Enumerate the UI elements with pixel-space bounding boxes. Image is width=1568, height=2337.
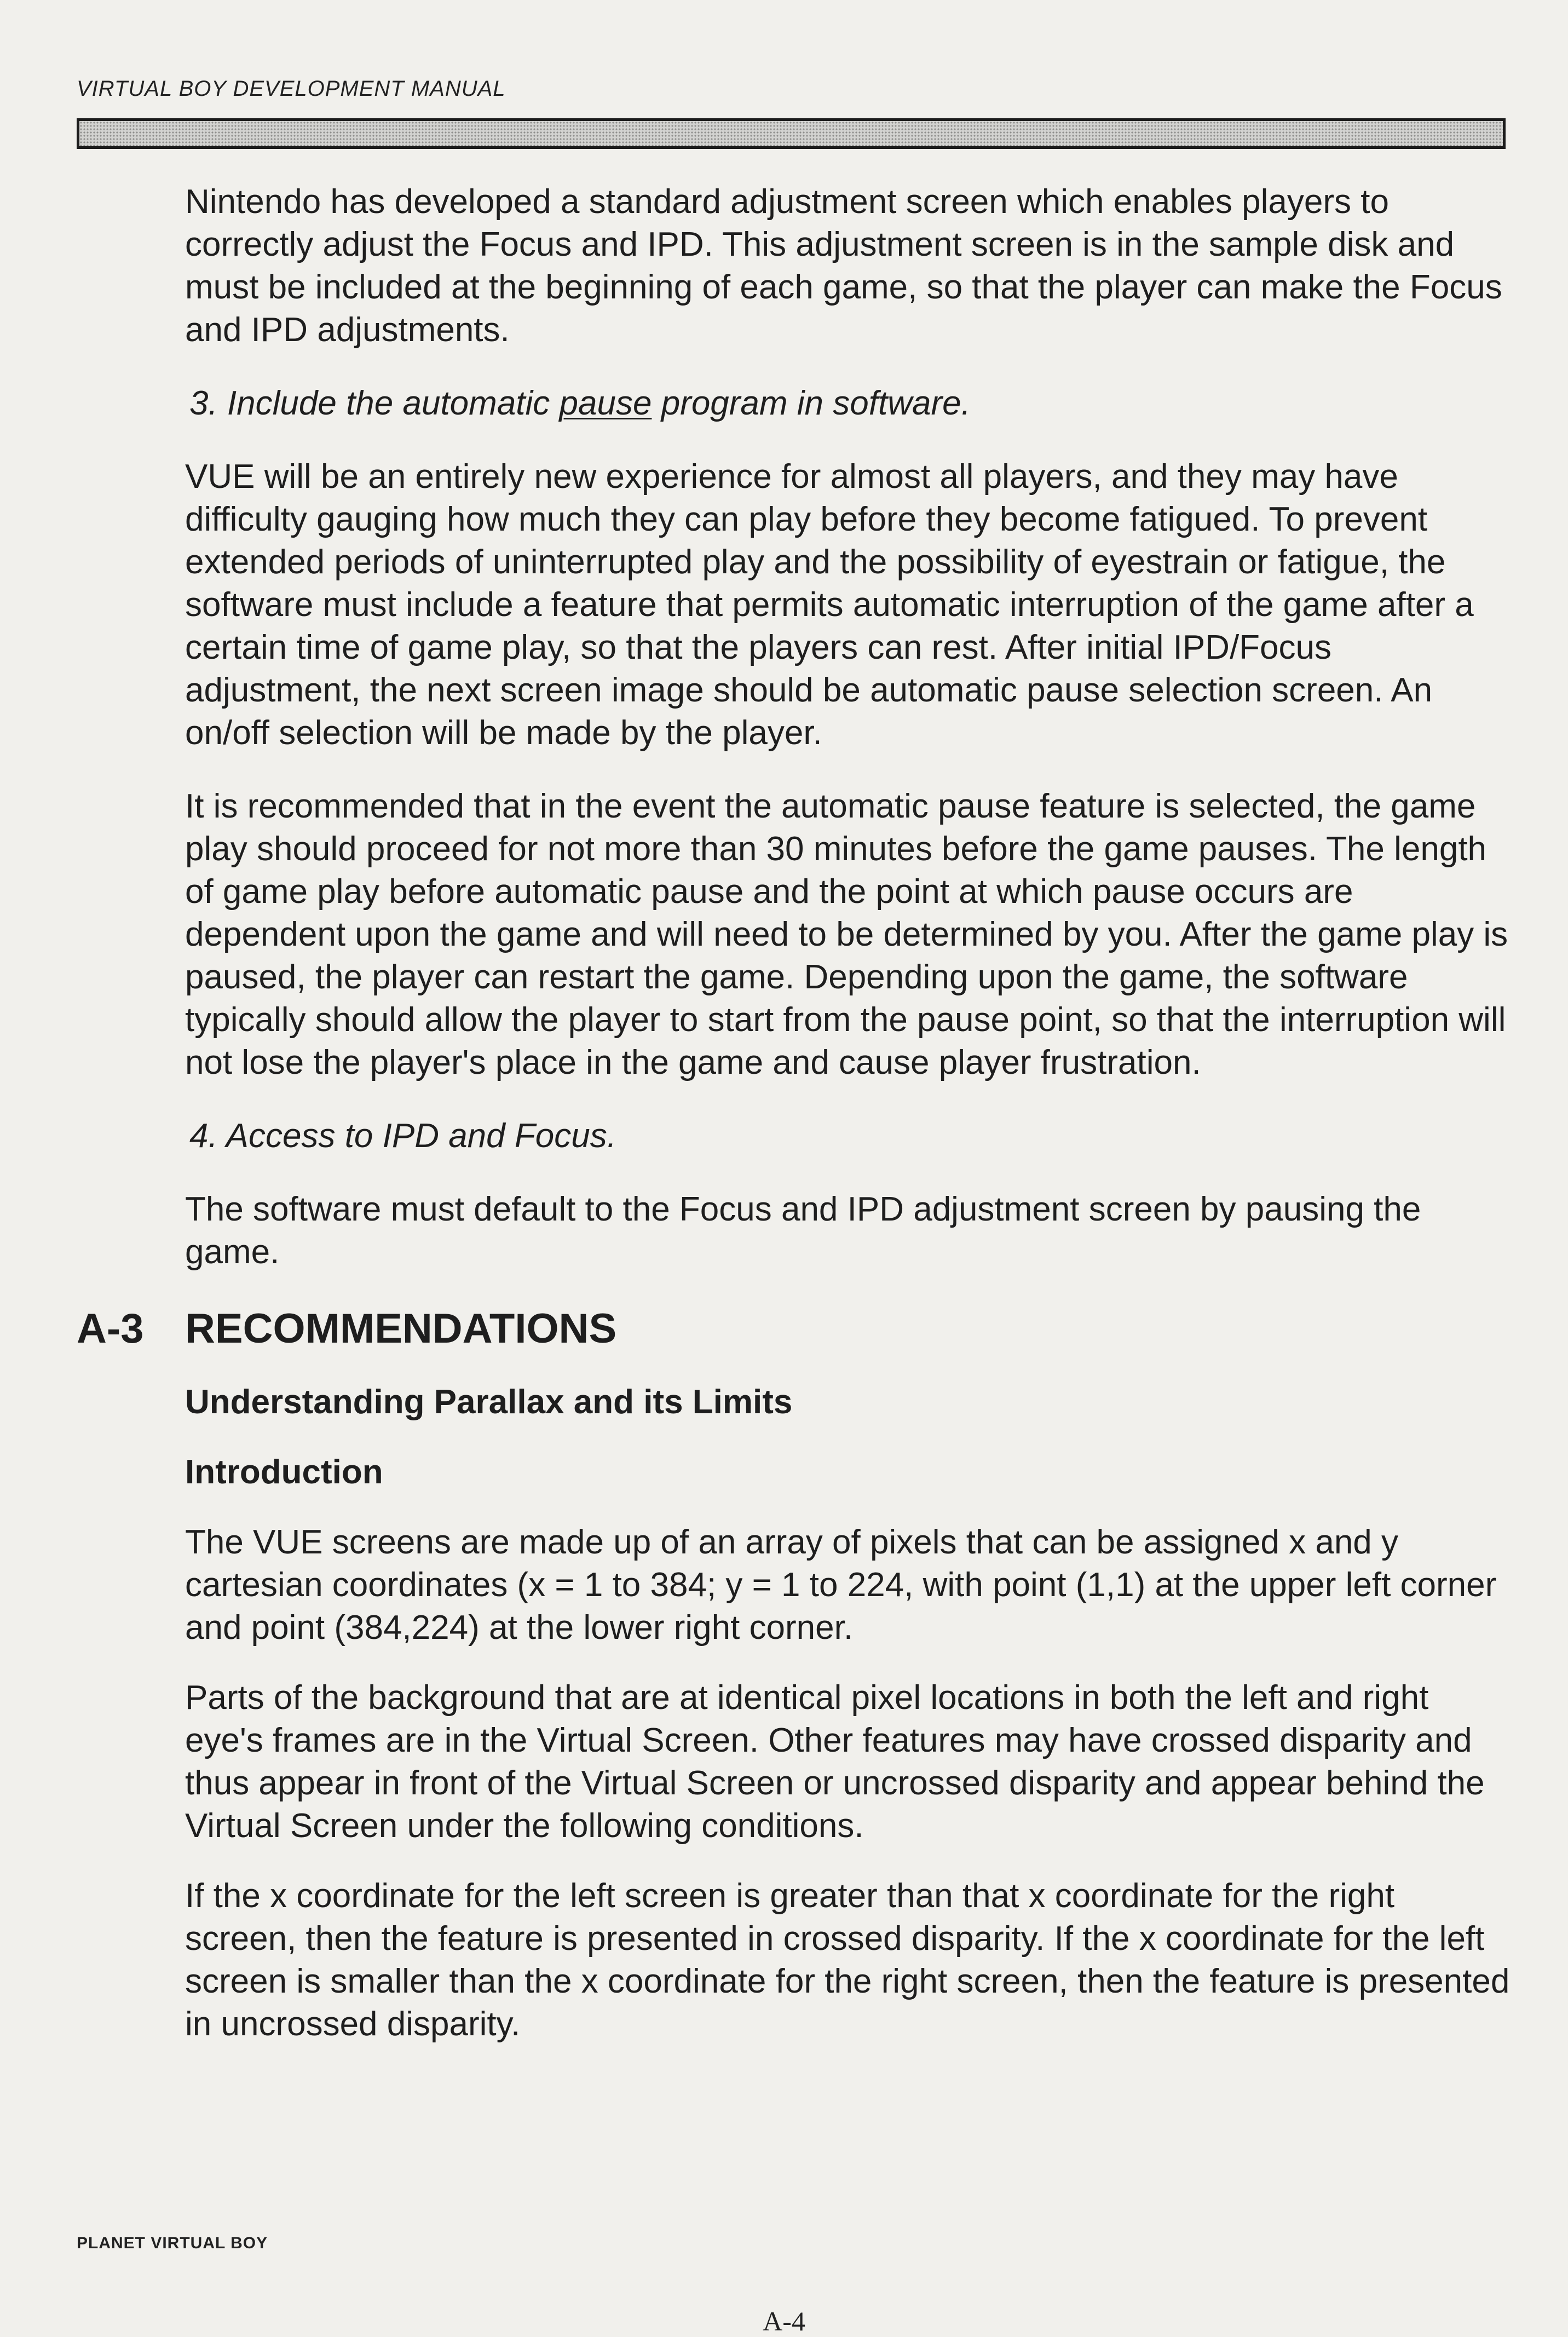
section-title: RECOMMENDATIONS — [185, 1305, 617, 1352]
section-number: A-3 — [77, 1305, 144, 1352]
paragraph-pause-recommendation: It is recommended that in the event the automatic pause feature is selected, the game play should proceed for not more than 30 minutes before the game pauses. The length of game play before automatic pause and the point at which pause occurs are dependent upon the game and will need to be determined by you. After the game play is paused, the player can restart the game. Depending upon the game, the software typically should allow the player to start from the pause point, so that the interruption will not lose the player's place in the game and cause player frustration. — [185, 787, 1508, 1081]
paragraph-virtual-screen: Parts of the background that are at identical pixel locations in both the left and right eye's frames are in the Virtual Screen. Other features may have crossed disparity and thus appear in front of the Virtual Screen or uncrossed disparity and appear behind the Virtual Screen under the following conditions. — [185, 1679, 1485, 1845]
paragraph-adjustment-screen: Nintendo has developed a standard adjustment screen which enables players to correctly adjust the Focus and IPD. This adjustment screen is in the sample disk and must be included at the beginning of each game, so that the player can make the Focus and IPD adjustments. — [185, 183, 1502, 349]
page-number: A-4 — [763, 2306, 805, 2336]
item-3-heading: 3. Include the automatic pause program in software. — [189, 384, 971, 422]
header-rule — [77, 118, 1506, 149]
paragraph-vue-experience: VUE will be an entirely new experience for almost all players, and they may have difficulty gauging how much they can play before they become fatigued. To prevent extended periods of uninterrupted play and the possibility of eyestrain or fatigue, the software must include a feature that permits automatic interruption of the game after a certain time of game play, so that the players can rest. After initial IPD/Focus adjustment, the next screen image should be automatic pause selection screen. An on/off selection will be made by the player. — [185, 458, 1474, 752]
running-header: VIRTUAL BOY DEVELOPMENT MANUAL — [77, 77, 506, 101]
subheading-parallax: Understanding Parallax and its Limits — [185, 1383, 793, 1421]
item-4-heading: 4. Access to IPD and Focus. — [189, 1117, 616, 1155]
underlined-word: pause — [559, 384, 652, 422]
page-body — [77, 181, 1510, 2073]
footer-publisher: PLANET VIRTUAL BOY — [77, 2234, 268, 2252]
paragraph-default-adjustment: The software must default to the Focus and IPD adjustment screen by pausing the game. — [185, 1190, 1421, 1271]
paragraph-disparity-rules: If the x coordinate for the left screen is greater than that x coordinate for the right screen, then the feature is presented in crossed disparity. If the x coordinate for the left screen is smaller than the x coordinate for the right screen, then the feature is presented in uncrossed disparity. — [185, 1877, 1510, 2043]
paragraph-screen-coordinates: The VUE screens are made up of an array of pixels that can be assigned x and y cartesian coordinates (x = 1 to 384; y = 1 to 224, with point (1,1) at the upper left corner and point (384,224) at the lower right corner. — [185, 1523, 1497, 1647]
section-heading — [77, 1304, 1510, 1354]
subheading-introduction: Introduction — [185, 1453, 383, 1491]
